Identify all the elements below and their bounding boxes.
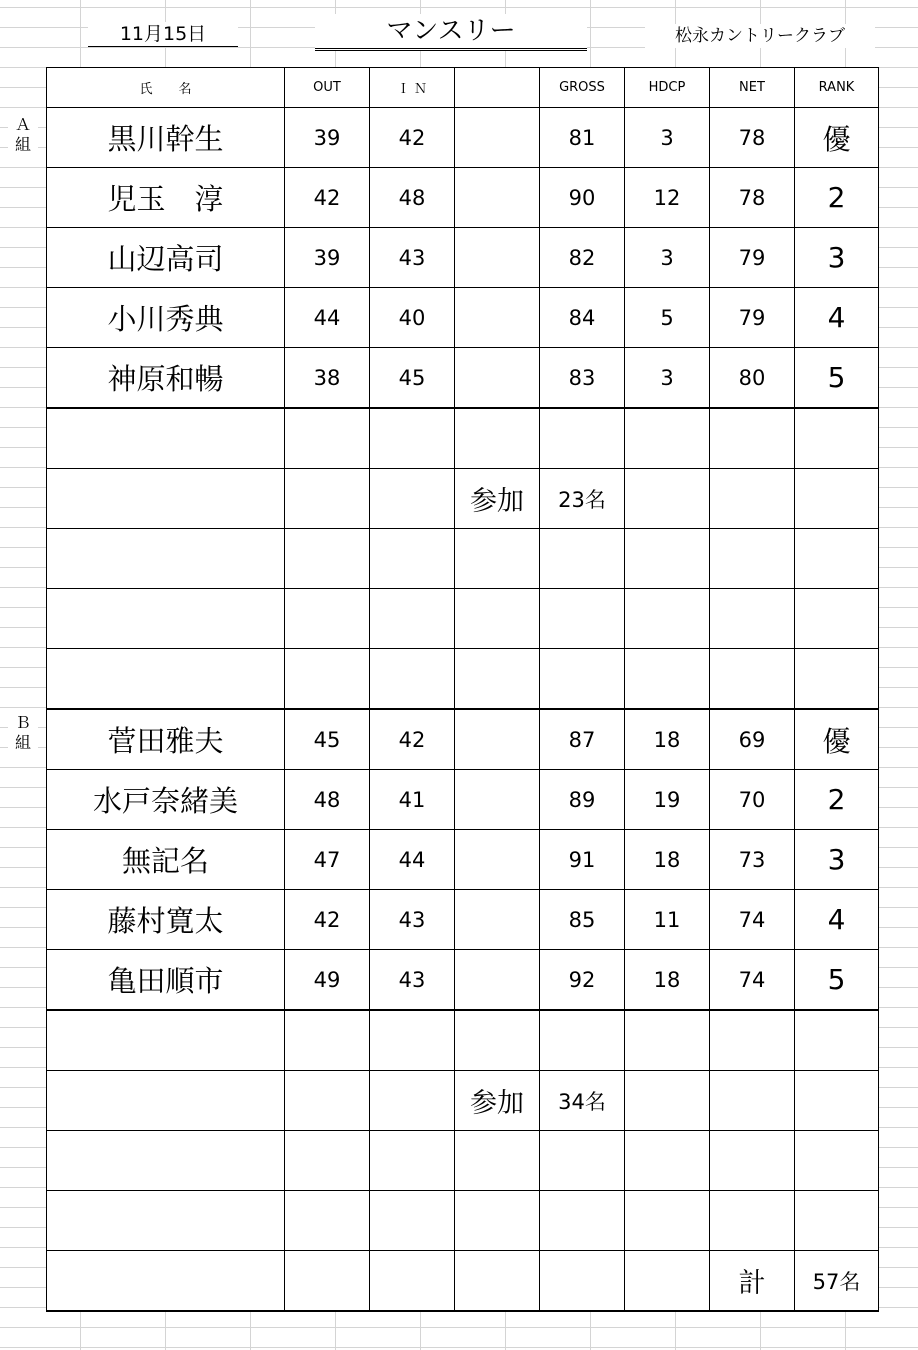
- in-score: 44: [370, 830, 455, 890]
- out-score: 45: [285, 709, 370, 770]
- in-score: 45: [370, 348, 455, 409]
- rank-value: 優: [795, 108, 879, 168]
- net-score: 79: [710, 228, 795, 288]
- col-header-hdcp: HDCP: [625, 68, 710, 108]
- net-score: 80: [710, 348, 795, 409]
- gross-score: 87: [540, 709, 625, 770]
- col-header-gross: GROSS: [540, 68, 625, 108]
- out-score: 48: [285, 770, 370, 830]
- hdcp-value: 3: [625, 108, 710, 168]
- net-score: 74: [710, 950, 795, 1011]
- blank-cell: [455, 108, 540, 168]
- rank-value: 5: [795, 950, 879, 1011]
- player-name: 児玉 淳: [47, 168, 285, 228]
- empty-row: [47, 649, 879, 710]
- net-score: 73: [710, 830, 795, 890]
- out-score: 47: [285, 830, 370, 890]
- empty-row: [47, 1191, 879, 1251]
- net-score: 70: [710, 770, 795, 830]
- table-row: [47, 770, 879, 830]
- participation-row-a: [47, 469, 879, 529]
- hdcp-value: 18: [625, 830, 710, 890]
- total-count: 57名: [795, 1251, 879, 1312]
- blank-cell: [455, 288, 540, 348]
- in-score: 42: [370, 709, 455, 770]
- out-score: 49: [285, 950, 370, 1011]
- net-score: 74: [710, 890, 795, 950]
- col-header-net: NET: [710, 68, 795, 108]
- player-name: 藤村寛太: [47, 890, 285, 950]
- out-score: 44: [285, 288, 370, 348]
- net-score: 79: [710, 288, 795, 348]
- col-header-rank: RANK: [795, 68, 879, 108]
- participation-row-b: [47, 1071, 879, 1131]
- empty-row: [47, 589, 879, 649]
- in-score: 43: [370, 950, 455, 1011]
- out-score: 42: [285, 890, 370, 950]
- blank-cell: [455, 709, 540, 770]
- in-score: 40: [370, 288, 455, 348]
- player-name: 亀田順市: [47, 950, 285, 1011]
- blank-cell: [455, 950, 540, 1011]
- in-score: 48: [370, 168, 455, 228]
- hdcp-value: 11: [625, 890, 710, 950]
- group-a-label-kumi: 組: [14, 135, 31, 154]
- hdcp-value: 19: [625, 770, 710, 830]
- player-name: 菅田雅夫: [47, 709, 285, 770]
- out-score: 39: [285, 228, 370, 288]
- col-header-blank: [455, 68, 540, 108]
- empty-row: [47, 529, 879, 589]
- total-label: 計: [710, 1251, 795, 1312]
- player-name: 黒川幹生: [47, 108, 285, 168]
- group-a-label: [8, 115, 38, 155]
- out-score: 42: [285, 168, 370, 228]
- col-header-name: 氏 名: [47, 68, 285, 108]
- group-b-label-letter: Ｂ: [14, 713, 31, 732]
- results-table: [46, 67, 879, 1312]
- table-row: [47, 830, 879, 890]
- blank-cell: [455, 770, 540, 830]
- hdcp-value: 5: [625, 288, 710, 348]
- participation-count: 23名: [540, 469, 625, 529]
- in-score: 43: [370, 890, 455, 950]
- group-b-label-kumi: 組: [14, 733, 31, 752]
- rank-value: 2: [795, 770, 879, 830]
- in-score: 42: [370, 108, 455, 168]
- table-row: [47, 890, 879, 950]
- out-score: 38: [285, 348, 370, 409]
- gross-score: 84: [540, 288, 625, 348]
- total-row: [47, 1251, 879, 1312]
- gross-score: 82: [540, 228, 625, 288]
- gross-score: 91: [540, 830, 625, 890]
- empty-row: [47, 1131, 879, 1191]
- hdcp-value: 3: [625, 348, 710, 409]
- player-name: 小川秀典: [47, 288, 285, 348]
- group-a-label-letter: Ａ: [14, 115, 31, 134]
- blank-cell: [455, 348, 540, 409]
- gross-score: 90: [540, 168, 625, 228]
- table-row: [47, 168, 879, 228]
- player-name: 山辺高司: [47, 228, 285, 288]
- in-score: 41: [370, 770, 455, 830]
- blank-cell: [455, 168, 540, 228]
- hdcp-value: 18: [625, 709, 710, 770]
- report-title: マンスリー: [315, 14, 587, 51]
- empty-row: [47, 1010, 879, 1071]
- table-row: [47, 950, 879, 1011]
- blank-cell: [455, 830, 540, 890]
- rank-value: 4: [795, 890, 879, 950]
- group-b-label: [8, 713, 38, 753]
- gross-score: 92: [540, 950, 625, 1011]
- table-row: [47, 288, 879, 348]
- blank-cell: [455, 228, 540, 288]
- gross-score: 83: [540, 348, 625, 409]
- rank-value: 4: [795, 288, 879, 348]
- rank-value: 3: [795, 228, 879, 288]
- hdcp-value: 3: [625, 228, 710, 288]
- in-score: 43: [370, 228, 455, 288]
- table-row: [47, 348, 879, 409]
- report-date: 11月15日: [88, 22, 238, 47]
- table-row: [47, 228, 879, 288]
- participation-label: 参加: [455, 469, 540, 529]
- club-name: 松永カントリークラブ: [645, 24, 875, 48]
- player-name: 神原和暢: [47, 348, 285, 409]
- empty-row: [47, 408, 879, 469]
- hdcp-value: 18: [625, 950, 710, 1011]
- hdcp-value: 12: [625, 168, 710, 228]
- rank-value: 3: [795, 830, 879, 890]
- net-score: 78: [710, 108, 795, 168]
- rank-value: 2: [795, 168, 879, 228]
- net-score: 69: [710, 709, 795, 770]
- gross-score: 89: [540, 770, 625, 830]
- col-header-in: Ｉ Ｎ: [370, 68, 455, 108]
- out-score: 39: [285, 108, 370, 168]
- participation-label: 参加: [455, 1071, 540, 1131]
- col-header-out: OUT: [285, 68, 370, 108]
- table-row: [47, 108, 879, 168]
- blank-cell: [455, 890, 540, 950]
- column-header-row: [47, 68, 879, 108]
- player-name: 無記名: [47, 830, 285, 890]
- net-score: 78: [710, 168, 795, 228]
- participation-count: 34名: [540, 1071, 625, 1131]
- table-row: [47, 709, 879, 770]
- rank-value: 5: [795, 348, 879, 409]
- gross-score: 85: [540, 890, 625, 950]
- player-name: 水戸奈緒美: [47, 770, 285, 830]
- gross-score: 81: [540, 108, 625, 168]
- rank-value: 優: [795, 709, 879, 770]
